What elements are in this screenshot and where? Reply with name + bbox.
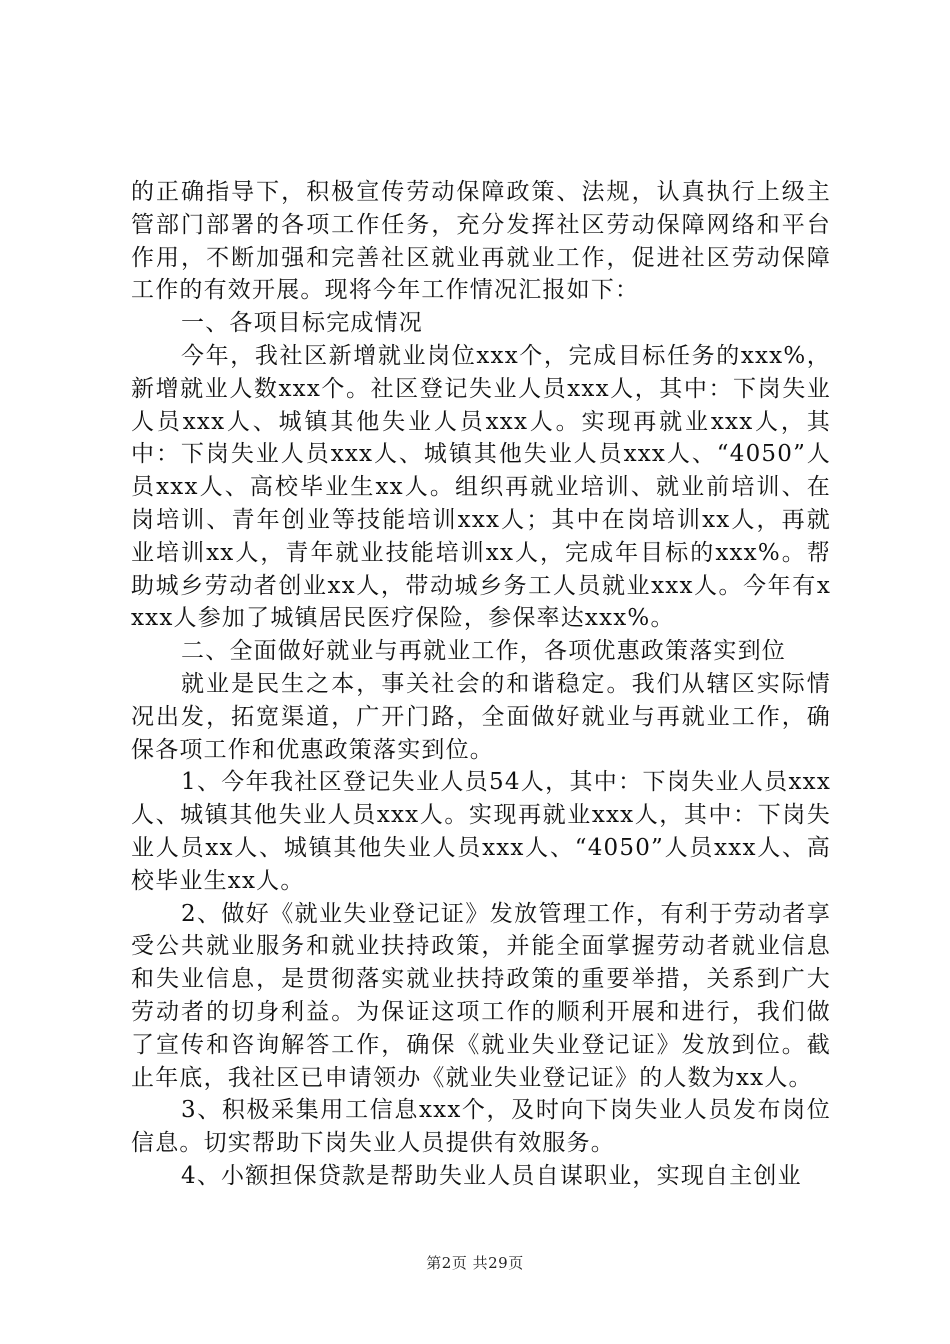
page-number-footer: 第2页 共29页 — [426, 1254, 524, 1272]
item-4-paragraph: 4、小额担保贷款是帮助失业人员自谋职业，实现自主创业 — [181, 1162, 802, 1189]
section-heading-targets: 一、各项目标完成情况 — [181, 310, 423, 337]
item-1-paragraph: 1、今年我社区登记失业人员54人，其中：下岗失业人员xxx人、城镇其他失业人员xxx人。实现再就业xxx人，其中：下岗失业人员xx人、城镇其他失业人员xxx人、“4050”人员xxx人、高校毕业生xx人。 — [131, 769, 831, 894]
item-3-paragraph: 3、积极采集用工信息xxx个，及时向下岗失业人员发布岗位信息。切实帮助下岗失业人员提供有效服务。 — [131, 1097, 831, 1157]
section-heading-employment: 二、全面做好就业与再就业工作，各项优惠政策落实到位 — [181, 638, 786, 665]
document-body — [131, 176, 831, 1193]
targets-paragraph: 今年，我社区新增就业岗位xxx个，完成目标任务的xxx%，新增就业人数xxx个。社区登记失业人员xxx人，其中：下岗失业人员xxx人、城镇其他失业人员xxx人。实现再就业xxx人，其中：下岗失业人员xxx人、城镇其他失业人员xxx人、“4050”人员xxx人、高校毕业生xx人。组织再就业培训、就业前培训、在岗培训、青年创业等技能培训xxx人；其中在岗培训xx人，再就业培训xx人，青年就业技能培训xx人，完成年目标的xxx%。帮助城乡劳动者创业xx人，带动城乡务工人员就业xxx人。今年有xxxx人参加了城镇居民医疗保险，参保率达xxx%。 — [131, 342, 831, 632]
item-2-paragraph: 2、做好《就业失业登记证》发放管理工作，有利于劳动者享受公共就业服务和就业扶持政策，并能全面掌握劳动者就业信息和失业信息，是贯彻落实就业扶持政策的重要举措，关系到广大劳动者的切身利益。为保证这项工作的顺利开展和进行，我们做了宣传和咨询解答工作，确保《就业失业登记证》发放到位。截止年底，我社区已申请领办《就业失业登记证》的人数为xx人。 — [131, 900, 831, 1091]
intro-paragraph: 的正确指导下，积极宣传劳动保障政策、法规，认真执行上级主管部门部署的各项工作任务，充分发挥社区劳动保障网络和平台作用，不断加强和完善社区就业再就业工作，促进社区劳动保障工作的有效开展。现将今年工作情况汇报如下： — [131, 179, 831, 304]
employment-paragraph: 就业是民生之本，事关社会的和谐稳定。我们从辖区实际情况出发，拓宽渠道，广开门路，全面做好就业与再就业工作，确保各项工作和优惠政策落实到位。 — [131, 670, 831, 763]
